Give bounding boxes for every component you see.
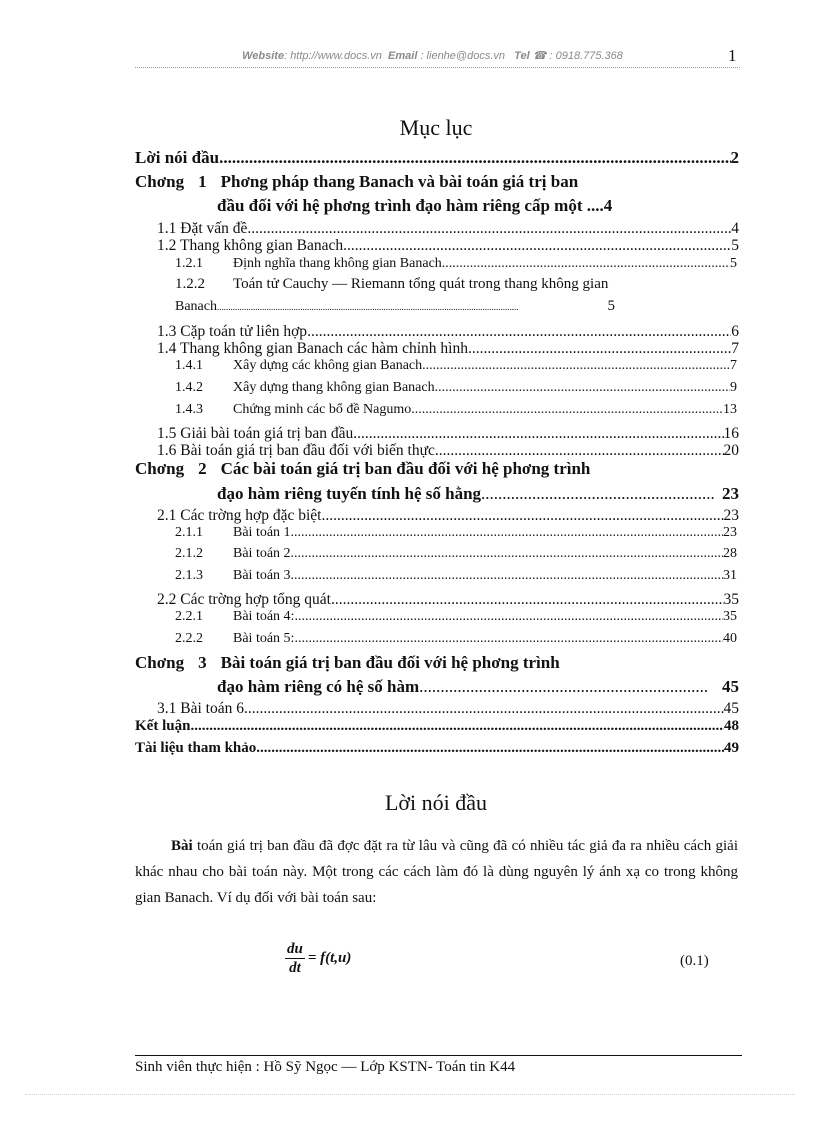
section-number: 1.2.1 xyxy=(175,256,203,271)
section-number: 1.4.2 xyxy=(175,380,203,395)
toc-entry-page: 7 xyxy=(731,340,739,357)
toc-entry-1-4-1[interactable] xyxy=(175,358,737,374)
toc-entry-page: 31 xyxy=(723,568,737,583)
page-bottom-divider xyxy=(25,1094,795,1095)
toc-entry-page: 5 xyxy=(730,256,737,271)
dot-leader xyxy=(422,358,730,374)
section-number: 2.2.1 xyxy=(175,609,203,624)
toc-entry-page: 2 xyxy=(730,148,739,167)
toc-entry-2-1-2[interactable] xyxy=(175,546,737,562)
dot-leader xyxy=(411,402,723,418)
toc-entry-page: 45 xyxy=(722,677,739,696)
toc-entry-page: 5 xyxy=(731,237,739,254)
fraction-denominator: dt xyxy=(289,960,301,976)
chapter-number: 1 xyxy=(198,172,207,191)
tel-label: Tel xyxy=(514,50,530,62)
section-number: 1.4.3 xyxy=(175,402,203,417)
toc-entry-label: Các trờng hợp tổng quát xyxy=(180,591,331,608)
toc-entry-label: Banach xyxy=(175,299,217,314)
dot-leader xyxy=(190,718,724,735)
header-divider xyxy=(135,67,740,68)
section-number: 2.2.2 xyxy=(175,631,203,646)
section-number: 1.1 xyxy=(157,220,177,237)
chapter-word: Chơng xyxy=(135,459,185,478)
equation-number: (0.1) xyxy=(680,953,709,969)
toc-entry-1-2-2[interactable] xyxy=(175,276,608,293)
toc-entry-label: Bài toán 6 xyxy=(180,700,244,717)
toc-entry-preface[interactable] xyxy=(135,148,739,168)
dot-leader xyxy=(419,677,708,697)
dot-leader xyxy=(294,609,723,625)
toc-entry-page: 35 xyxy=(723,591,739,608)
toc-chapter-1-line2[interactable]: đầu đối với hệ phơng trình đạo hàm riêng cấp một ....4 xyxy=(217,196,613,215)
preface-title: Lời nói đầu xyxy=(384,790,488,815)
chapter-title-line1: Các bài toán giá trị ban đầu đối với hệ phơng trình xyxy=(220,459,591,478)
toc-entry-page: 40 xyxy=(723,631,737,646)
toc-entry-label: Bài toán 1 xyxy=(233,525,291,540)
footer-divider xyxy=(135,1055,742,1056)
toc-entry-label: Bài toán 3 xyxy=(233,568,291,583)
dot-leader xyxy=(247,220,731,238)
dot-leader xyxy=(291,546,723,562)
section-number: 1.4 xyxy=(157,340,177,357)
toc-entry-1-2[interactable] xyxy=(157,237,739,255)
toc-chapter-2[interactable] xyxy=(135,459,604,479)
toc-entry-1-1[interactable] xyxy=(157,220,739,238)
toc-chapter-2-line2[interactable] xyxy=(217,484,739,504)
page-number: 1 xyxy=(728,46,737,65)
equation-rhs: = f(t,u) xyxy=(307,950,352,966)
toc-entry-label: Lời nói đầu xyxy=(135,148,220,167)
footer-text: Sinh viên thực hiện : Hồ Sỹ Ngọc — Lớp KSTN- Toán tin K44 xyxy=(135,1059,516,1075)
toc-chapter-1[interactable] xyxy=(135,172,592,192)
dot-leader xyxy=(291,568,723,584)
toc-entry-page: 7 xyxy=(730,358,737,373)
toc-entry-label: Giải bài toán giá trị ban đầu xyxy=(180,425,354,442)
dot-leader xyxy=(307,323,731,341)
toc-chapter-3-line2[interactable] xyxy=(217,677,739,697)
toc-entry-conclusion[interactable] xyxy=(135,718,739,735)
website-url[interactable]: : http://www.docs.vn xyxy=(284,50,382,62)
toc-entry-label: Định nghĩa thang không gian Banach xyxy=(233,256,442,271)
dot-leader xyxy=(256,740,724,757)
section-number: 2.1 xyxy=(157,507,177,524)
chapter-word: Chơng xyxy=(135,172,185,191)
section-number: 1.5 xyxy=(157,425,177,442)
toc-entry-page: 35 xyxy=(723,609,737,624)
section-number: 3.1 xyxy=(157,700,177,717)
toc-entry-1-6[interactable] xyxy=(157,442,739,460)
dot-leader xyxy=(219,148,730,168)
dot-leader xyxy=(442,256,730,272)
chapter-title-line1: Bài toán giá trị ban đầu đối với hệ phơng trình xyxy=(220,653,560,672)
chapter-number: 3 xyxy=(198,653,207,672)
toc-chapter-3[interactable] xyxy=(135,653,574,673)
toc-entry-label: Xây dựng các không gian Banach xyxy=(233,358,423,373)
toc-entry-page: 23 xyxy=(723,507,739,524)
toc-entry-label: Bài toán 5: xyxy=(233,631,295,646)
section-number: 1.3 xyxy=(157,323,177,340)
preface-body-text: toán giá trị ban đầu đã đợc đặt ra từ lâu và cũng đã có nhiều tác giả đa ra nhiều cách giải khác nhau cho bài toán này. Một trong các cách làm đó là dùng nguyên lý ánh xạ co trong không gian Banach. Ví dụ đối với bài toán sau: xyxy=(135,838,738,906)
section-number: 2.1.3 xyxy=(175,568,203,583)
toc-entry-label: Đặt vấn đề xyxy=(180,220,248,237)
section-number: 2.2 xyxy=(157,591,177,608)
toc-entry-page: 49 xyxy=(724,740,739,756)
toc-entry-references[interactable] xyxy=(135,740,739,757)
toc-entry-label: đạo hàm riêng có hệ số hàm xyxy=(217,677,420,696)
dot-leader xyxy=(481,484,714,504)
dot-leader xyxy=(294,631,723,647)
toc-entry-label: Thang không gian Banach xyxy=(179,237,344,254)
section-number: 1.2 xyxy=(157,237,177,254)
preface-first-word: Bài xyxy=(171,838,193,854)
toc-entry-1-2-1[interactable] xyxy=(175,256,737,272)
dot-leader xyxy=(468,340,731,358)
toc-entry-page: 6 xyxy=(731,323,739,340)
section-number: 1.4.1 xyxy=(175,358,203,373)
website-label: Website xyxy=(242,50,285,62)
toc-entry-1-3[interactable] xyxy=(157,323,739,341)
page-header xyxy=(135,46,730,66)
toc-entry-page: 5 xyxy=(607,298,615,314)
chapter-word: Chơng xyxy=(135,653,185,672)
toc-entry-1-5[interactable] xyxy=(157,425,739,443)
toc-entry-label: Bài toán 4: xyxy=(233,609,295,624)
toc-entry-2-2-1[interactable] xyxy=(175,609,737,625)
dot-leader xyxy=(353,425,723,443)
phone-number: ☎ : 0918.775.368 xyxy=(532,50,623,62)
toc-entry-2-2[interactable] xyxy=(157,591,739,609)
dot-leader xyxy=(435,442,724,460)
section-number: 1.2.2 xyxy=(175,276,205,292)
section-number: 1.6 xyxy=(157,442,177,459)
toc-entry-page: 48 xyxy=(724,718,739,734)
equation-0-1 xyxy=(285,940,351,977)
chapter-title-line1: Phơng pháp thang Banach và bài toán giá trị ban xyxy=(220,172,579,191)
toc-entry-label: Bài toán giá trị ban đầu đối với biến thực xyxy=(180,442,435,459)
toc-entry-2-1[interactable] xyxy=(157,507,739,525)
toc-title: Mục lục xyxy=(399,115,473,140)
dot-leader xyxy=(217,302,518,312)
toc-entry-page: 9 xyxy=(730,380,737,395)
toc-entry-1-4-2[interactable] xyxy=(175,380,737,396)
toc-entry-1-2-2-line2[interactable] xyxy=(175,298,615,315)
email-address[interactable]: : lienhe@docs.vn xyxy=(417,50,505,62)
toc-entry-label: Chứng minh các bổ đề Nagumo xyxy=(233,402,412,417)
section-number: 2.1.1 xyxy=(175,525,203,540)
toc-entry-3-1[interactable] xyxy=(157,700,739,718)
toc-entry-label: Bài toán 2 xyxy=(233,546,291,561)
preface-paragraph xyxy=(135,833,738,911)
dot-leader xyxy=(244,700,724,718)
toc-entry-page: 23 xyxy=(722,484,739,503)
dot-leader xyxy=(435,380,730,396)
email-label: Email xyxy=(388,50,418,62)
toc-entry-label: Cặp toán tử liên hợp xyxy=(180,323,308,340)
toc-entry-page: 45 xyxy=(723,700,739,717)
toc-entry-label: Các trờng hợp đặc biệt xyxy=(180,507,322,524)
toc-entry-label: Xây dựng thang không gian Banach xyxy=(233,380,435,395)
toc-entry-label: Tài liệu tham khảo xyxy=(135,740,257,756)
toc-entry-1-4[interactable] xyxy=(157,340,739,358)
dot-leader xyxy=(321,507,723,525)
toc-entry-page: 28 xyxy=(723,546,737,561)
toc-entry-label: Thang không gian Banach các hàm chỉnh hình xyxy=(179,340,468,357)
dot-leader xyxy=(291,525,723,541)
dot-leader xyxy=(343,237,731,255)
toc-entry-page: 13 xyxy=(723,402,737,417)
fraction-numerator: du xyxy=(287,941,303,957)
toc-entry-2-1-1[interactable] xyxy=(175,525,737,541)
derivative-fraction xyxy=(285,940,305,977)
toc-entry-page: 4 xyxy=(731,220,739,237)
toc-entry-label: Toán tử Cauchy — Riemann tổng quát trong thang không gian xyxy=(233,276,609,292)
section-number: 2.1.2 xyxy=(175,546,203,561)
toc-entry-2-1-3[interactable] xyxy=(175,568,737,584)
toc-entry-label: đạo hàm riêng tuyến tính hệ số hằng xyxy=(217,484,482,503)
toc-entry-page: 23 xyxy=(723,525,737,540)
toc-entry-2-2-2[interactable] xyxy=(175,631,737,647)
chapter-number: 2 xyxy=(198,459,207,478)
toc-entry-page: 20 xyxy=(723,442,739,459)
dot-leader xyxy=(331,591,724,609)
toc-entry-page: 16 xyxy=(723,425,739,442)
toc-entry-label: Kết luận xyxy=(135,718,191,734)
toc-entry-1-4-3[interactable] xyxy=(175,402,737,418)
